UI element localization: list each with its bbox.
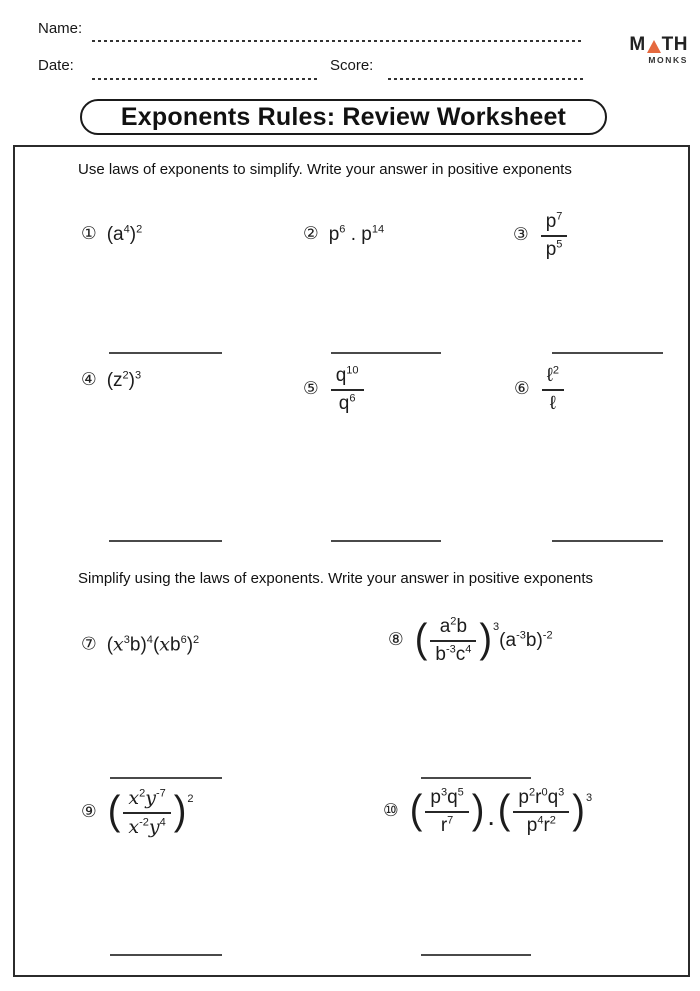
problem-number: ① [81, 223, 97, 244]
problem-number: ② [303, 223, 319, 244]
score-blank-line [388, 78, 584, 80]
logo-m: M [629, 34, 646, 55]
expression: $\frac{p^7}{p^5}$ [539, 225, 570, 246]
name-label: Name: [38, 20, 83, 37]
worksheet-title: Exponents Rules: Review Worksheet [80, 99, 607, 135]
problem-number: ⑥ [514, 379, 530, 399]
problem-1 [81, 224, 142, 246]
expression: $(x^3b)^4(xb^6)^2$ [106, 633, 200, 656]
problem-number: ⑤ [303, 379, 319, 399]
problem-2 [303, 224, 384, 246]
problem-number: ⑦ [81, 634, 97, 655]
date-label: Date: [38, 57, 74, 74]
answer-line-7 [110, 777, 222, 779]
date-blank-line [92, 78, 317, 80]
expression: $(z^2)^3$ [106, 369, 142, 391]
answer-line-6 [552, 540, 663, 542]
problem-number: ③ [513, 225, 529, 245]
answer-line-8 [421, 777, 531, 779]
problem-number: ⑧ [388, 630, 404, 650]
answer-line-2 [331, 352, 441, 354]
problem-10 [383, 787, 592, 837]
problem-8 [388, 616, 553, 666]
problem-3 [513, 211, 569, 261]
name-blank-line [92, 40, 582, 42]
problem-4 [81, 370, 141, 392]
section2-instruction: Simplify using the laws of exponents. Write your answer in positive exponents [78, 570, 593, 587]
answer-line-5 [331, 540, 441, 542]
section1-instruction: Use laws of exponents to simplify. Write your answer in positive exponents [78, 161, 572, 178]
expression: ( $\frac{x^2y^{-7}}{x^{-2}y^4}$ )$^2$ [107, 787, 194, 838]
answer-line-1 [109, 352, 222, 354]
logo-wordmark [629, 35, 688, 54]
problem-7 [81, 634, 199, 657]
problem-number: ⑩ [383, 801, 399, 821]
mathmonks-logo [629, 35, 688, 65]
score-label: Score: [330, 57, 374, 74]
expression: $\frac{q^{10}}{q^6}$ [329, 379, 366, 400]
expression: $p^6$ . $p^{14}$ [328, 223, 385, 245]
problem-6 [514, 365, 566, 415]
problem-number: ⑨ [81, 802, 97, 822]
logo-subtitle: MONKS [648, 55, 688, 65]
answer-line-10 [421, 954, 531, 956]
problem-9 [81, 787, 194, 839]
expression: ( $\frac{p^3q^5}{r^7}$ ) . ( $\frac{p^2r^0q^3}{p^4r^2}$ )$^3$ [409, 786, 593, 836]
logo-th: TH [661, 34, 688, 55]
problem-5 [303, 365, 366, 415]
expression: $(a^4)^2$ [106, 223, 143, 245]
answer-line-4 [109, 540, 222, 542]
worksheet-body [13, 145, 690, 977]
answer-line-3 [552, 352, 663, 354]
expression: ( $\frac{a^2b}{b^{-3}c^4}$ )$^3(a^{-3}b)^{-2}$ [414, 615, 553, 665]
answer-line-9 [110, 954, 222, 956]
expression: $\frac{\ell^2}{\text{ℓ}}$ [540, 379, 566, 400]
problem-number: ④ [81, 369, 97, 390]
triangle-icon [647, 40, 661, 53]
